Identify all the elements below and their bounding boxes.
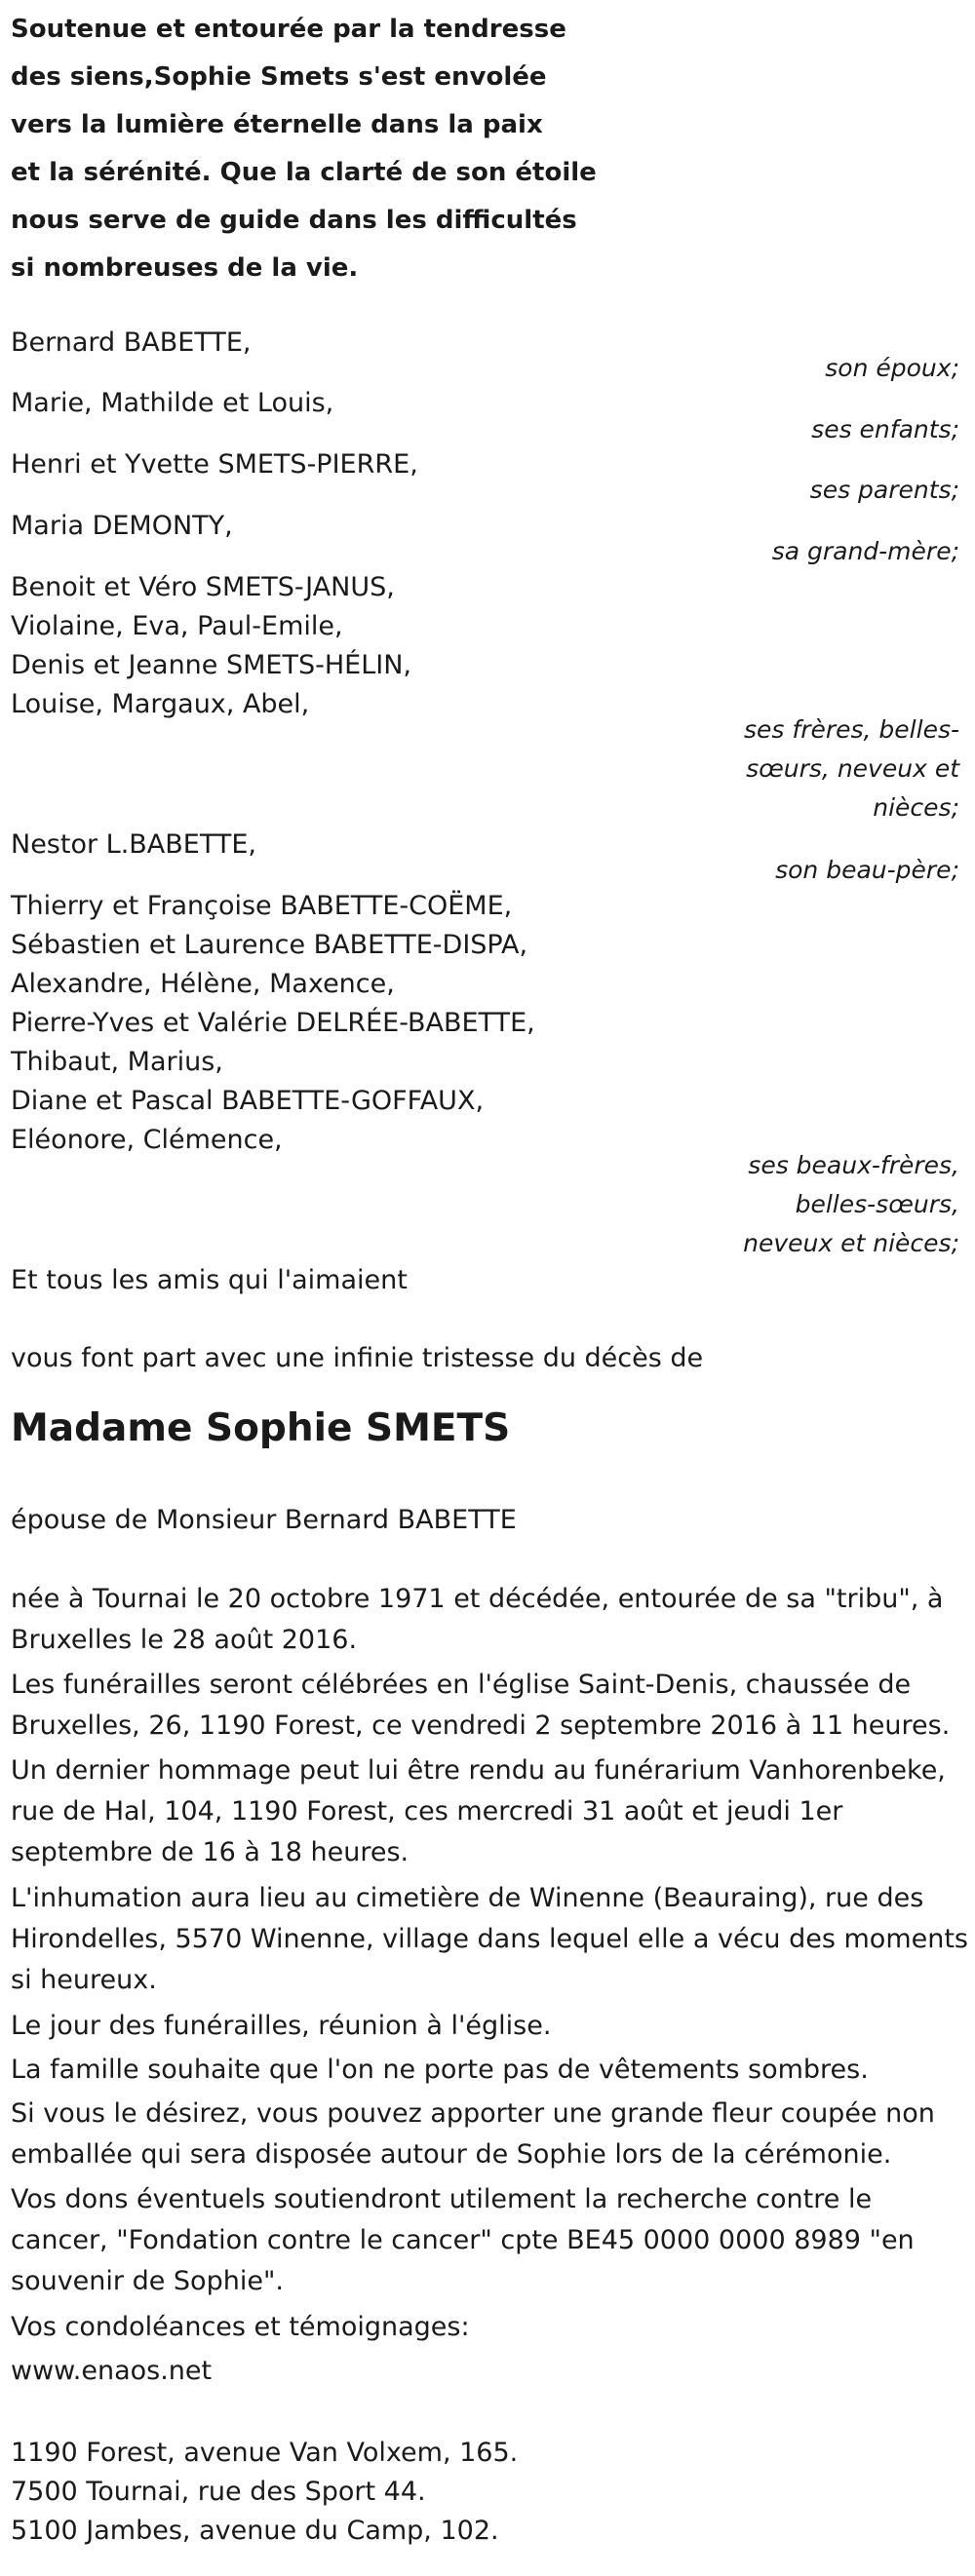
role-children: ses enfants; <box>811 415 959 443</box>
intro-line: des siens,Sophie Smets s'est envolée <box>11 62 547 92</box>
family-father-in-law: Nestor L.BABETTE, <box>11 829 257 860</box>
role-grandmother: sa grand-mère; <box>771 537 959 565</box>
address-line: 1190 Forest, avenue Van Volxem, 165. <box>11 2438 519 2468</box>
role-line: nièces; <box>873 793 959 822</box>
role-in-laws <box>743 1146 959 1263</box>
paragraph-birth-death: née à Tournai le 20 octobre 1971 et décédée, entourée de sa "tribu", à Bruxelles le 28 août 2016. <box>11 1584 944 1655</box>
intro-verse <box>11 6 597 292</box>
family-parents: Henri et Yvette SMETS-PIERRE, <box>11 449 418 480</box>
family-in-law: Thierry et Françoise BABETTE-COËME, <box>11 891 513 921</box>
intro-line: Soutenue et entourée par la tendresse <box>11 15 566 44</box>
deceased-name: Madame Sophie SMETS <box>11 1406 511 1450</box>
role-father-in-law: son beau-père; <box>775 856 959 884</box>
family-children: Marie, Mathilde et Louis, <box>11 388 334 418</box>
family-in-law: Alexandre, Hélène, Maxence, <box>11 969 395 999</box>
role-line: belles-sœurs, <box>795 1190 959 1218</box>
family-in-law: Eléonore, Clémence, <box>11 1125 283 1155</box>
family-sibling: Violaine, Eva, Paul-Emile, <box>11 611 343 641</box>
family-sibling: Louise, Margaux, Abel, <box>11 689 310 719</box>
intro-line: si nombreuses de la vie. <box>11 253 359 283</box>
intro-line: et la sérénité. Que la clarté de son étoile <box>11 158 597 187</box>
paragraph-burial: L'inhumation aura lieu au cimetière de Winenne (Beauraing), rue des Hirondelles, 5570 Winenne, village dans lequel elle a vécu des moments si heureux. <box>11 1883 968 1995</box>
family-in-law: Thibaut, Marius, <box>11 1047 223 1077</box>
paragraph-reunion: Le jour des funérailles, réunion à l'église. <box>11 2011 552 2041</box>
role-line: ses frères, belles- <box>744 715 959 744</box>
family-friends: Et tous les amis qui l'aimaient <box>11 1265 408 1295</box>
role-parents: ses parents; <box>809 476 959 504</box>
address-line: 5100 Jambes, avenue du Camp, 102. <box>11 2516 499 2546</box>
family-sibling: Denis et Jeanne SMETS-HÉLIN, <box>11 650 411 680</box>
family-in-law: Diane et Pascal BABETTE-GOFFAUX, <box>11 1086 485 1116</box>
family-spouse: Bernard BABETTE, <box>11 327 252 358</box>
role-siblings <box>744 711 959 827</box>
role-line: ses beaux-frères, <box>748 1151 959 1179</box>
family-sibling: Benoit et Véro SMETS-JANUS, <box>11 572 395 602</box>
paragraph-flowers: Si vous le désirez, vous pouvez apporter une grande fleur coupée non emballée qui sera disposée autour de Sophie lors de la cérémonie. <box>11 2098 935 2170</box>
family-grandmother: Maria DEMONTY, <box>11 511 233 541</box>
intro-line: vers la lumière éternelle dans la paix <box>11 110 543 139</box>
role-line: sœurs, neveux et <box>746 754 959 783</box>
family-in-law: Sébastien et Laurence BABETTE-DISPA, <box>11 930 528 960</box>
paragraph-donations: Vos dons éventuels soutiendront utilement la recherche contre le cancer, "Fondation contre le cancer" cpte BE45 0000 0000 8989 "en souvenir de Sophie". <box>11 2184 915 2296</box>
announcement-text: vous font part avec une infinie tristesse du décès de <box>11 1343 704 1373</box>
paragraph-funeral: Les funérailles seront célébrées en l'église Saint-Denis, chaussée de Bruxelles, 26, 1190 Forest, ce vendredi 2 septembre 2016 à 11 heures. <box>11 1670 951 1741</box>
paragraph-condolences: Vos condoléances et témoignages: <box>11 2312 470 2342</box>
family-in-law: Pierre-Yves et Valérie DELRÉE-BABETTE, <box>11 1008 535 1038</box>
website-link[interactable]: www.enaos.net <box>11 2356 213 2386</box>
role-line: neveux et nièces; <box>743 1229 959 1257</box>
intro-line: nous serve de guide dans les difficultés <box>11 206 577 235</box>
address-line: 7500 Tournai, rue des Sport 44. <box>11 2477 426 2507</box>
paragraph-dress: La famille souhaite que l'on ne porte pas de vêtements sombres. <box>11 2055 869 2085</box>
spouse-line: épouse de Monsieur Bernard BABETTE <box>11 1505 517 1535</box>
role-spouse: son époux; <box>825 354 959 382</box>
paragraph-tribute: Un dernier hommage peut lui être rendu au funérarium Vanhorenbeke, rue de Hal, 104, 1190 Forest, ces mercredi 31 août et jeudi 1er septembre de 16 à 18 heures. <box>11 1755 946 1867</box>
